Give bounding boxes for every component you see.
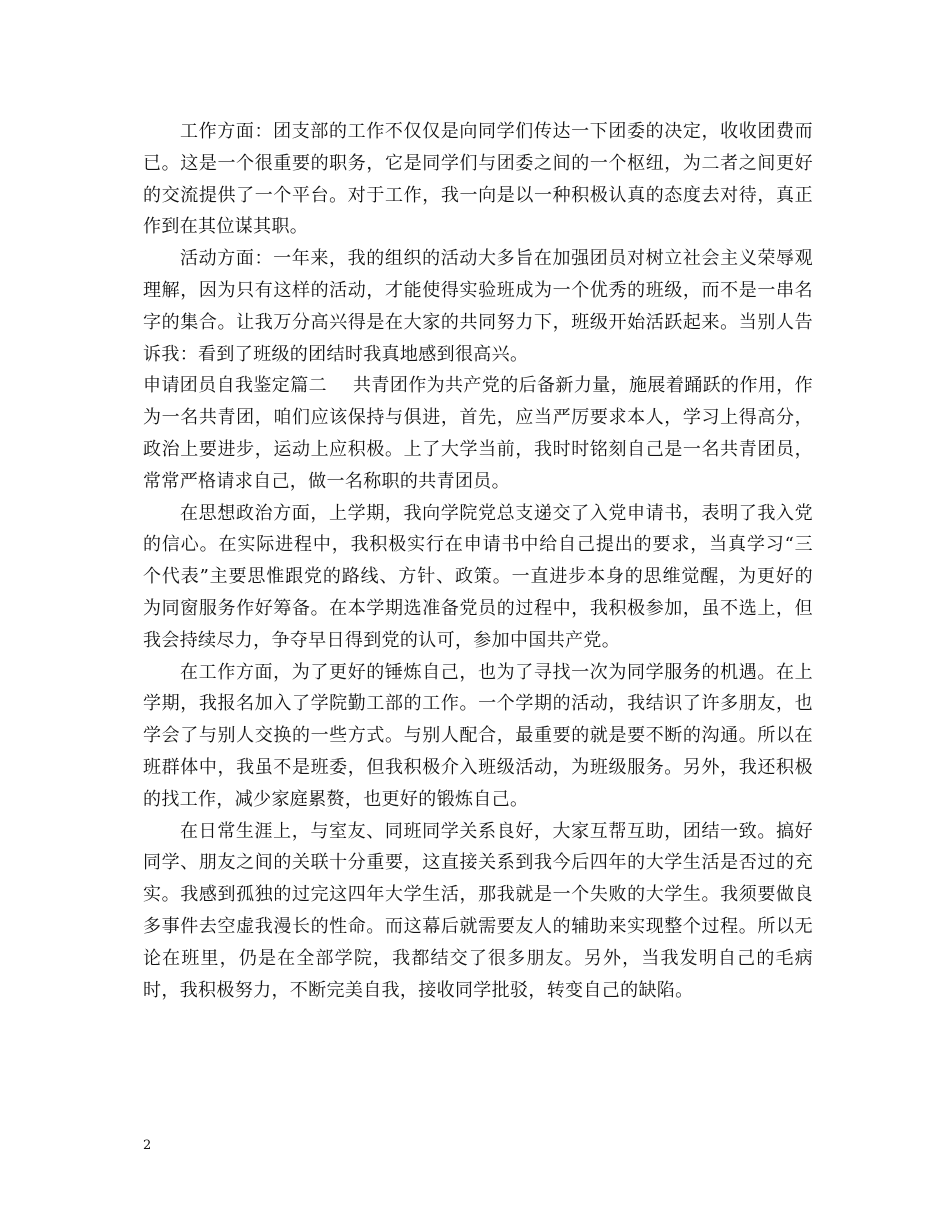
paragraph-daily-life xyxy=(143,816,813,1007)
page-number: 2 xyxy=(143,1138,152,1153)
paragraph-text: 在日常生涯上，与室友、同班同学关系良好，大家互帮互助，团结一致。搞好同学、朋友之间的关联十分重要，这直接关系到我今后四年的大学生活是否过的充实。我感到孤独的过完这四年大学生活，那我就是一个失败的大学生。我须要做良多事件去空虚我漫长的性命。而这幕后就需要友人的辅助来实现整个过程。所以无论在班里，仍是在全部学院，我都结交了很多朋友。另外，当我发明自己的毛病时，我积极努力，不断完美自我，接收同学批驳，转变自己的缺陷。 xyxy=(143,820,813,1001)
paragraph-text: 共青团作为共产党的后备新力量，施展着踊跃的作用，作为一名共青团，咱们应该保持与俱进，首先，应当严厉要求本人，学习上得高分，政治上要进步，运动上应积极。上了大学当前，我时时铭刻自己是一名共青团员，常常严格请求自己，做一名称职的共青团员。 xyxy=(143,375,813,492)
document-body xyxy=(143,116,813,1006)
paragraph-text: 工作方面：团支部的工作不仅仅是向同学们传达一下团委的决定，收收团费而已。这是一个很重要的职务，它是同学们与团委之间的一个枢纽，为二者之间更好的交流提供了一个平台。对于工作，我一向是以一种积极认真的态度去对待，真正作到在其位谋其职。 xyxy=(143,121,813,238)
paragraph-section-two xyxy=(143,370,813,497)
document-page xyxy=(143,0,813,1230)
paragraph-work-2 xyxy=(143,657,813,816)
paragraph-text: 在思想政治方面，上学期，我向学院党总支递交了入党申请书，表明了我入党的信心。在实际进程中，我积极实行在申请书中给自己提出的要求，当真学习“三个代表”主要思惟跟党的路线、方针、政策。一直进步本身的思维觉醒，为更好的为同窗服务作好筹备。在本学期选准备党员的过程中，我积极参加，虽不选上，但我会持续尽力，争夺早日得到党的认可，参加中国共产党。 xyxy=(143,502,813,651)
paragraph-text: 活动方面：一年来，我的组织的活动大多旨在加强团员对树立社会主义荣辱观理解，因为只有这样的活动，才能使得实验班成为一个优秀的班级，而不是一串名字的集合。让我万分高兴得是在大家的共同努力下，班级开始活跃起来。当别人告诉我：看到了班级的团结时我真地感到很高兴。 xyxy=(143,248,813,365)
paragraph-activities xyxy=(143,243,813,370)
paragraph-work xyxy=(143,116,813,243)
paragraph-text: 在工作方面，为了更好的锤炼自己，也为了寻找一次为同学服务的机遇。在上学期，我报名加入了学院勤工部的工作。一个学期的活动，我结识了许多朋友，也学会了与别人交换的一些方式。与别人配合，最重要的就是要不断的沟通。所以在班群体中，我虽不是班委，但我积极介入班级活动，为班级服务。另外，我还积极的找工作，减少家庭累赘，也更好的锻炼自己。 xyxy=(143,661,813,810)
section-heading: 申请团员自我鉴定篇二 xyxy=(143,375,328,397)
paragraph-politics xyxy=(143,498,813,657)
